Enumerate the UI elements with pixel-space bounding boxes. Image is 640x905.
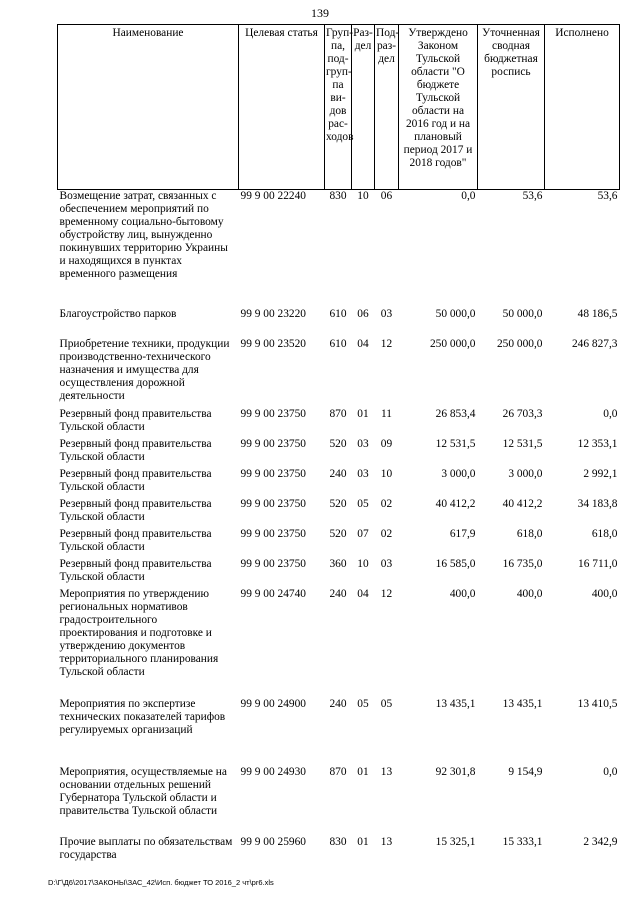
cell-expense-group: 610: [329, 337, 347, 350]
cell-name: Мероприятия, осуществляемые на основании отдельных решений Губернатора Тульской области и правительства Тульской области: [59, 765, 227, 817]
cell-section: 01: [357, 835, 369, 848]
cell-section: 01: [357, 407, 369, 420]
cell-approved: 15 325,1: [435, 835, 476, 848]
table-row: [58, 468, 620, 498]
header-expense-group: Груп-па, под-груп-па ви-дов рас-ходов: [325, 25, 352, 190]
table-row: [58, 498, 620, 528]
cell-executed: 400,0: [591, 587, 618, 600]
cell-expense-group: 870: [329, 765, 347, 778]
table-row: [58, 438, 620, 468]
cell-name: Резервный фонд правительства Тульской области: [59, 557, 212, 583]
cell-name: Резервный фонд правительства Тульской области: [59, 437, 212, 463]
cell-refined: 16 735,0: [502, 557, 543, 570]
table-row: [58, 766, 620, 836]
cell-executed: 246 827,3: [571, 337, 618, 350]
cell-expense-group: 520: [329, 437, 347, 450]
cell-expense-group: 870: [329, 407, 347, 420]
header-section: Раз-дел: [352, 25, 375, 190]
cell-subsection: 11: [381, 407, 392, 420]
cell-section: 03: [357, 437, 369, 450]
cell-expense-group: 520: [329, 527, 347, 540]
table-row: [58, 698, 620, 766]
cell-target-article: 99 9 00 23750: [240, 437, 306, 450]
cell-executed: 0,0: [603, 765, 618, 778]
cell-name: Резервный фонд правительства Тульской области: [59, 497, 212, 523]
cell-executed: 618,0: [591, 527, 618, 540]
table-row: [58, 190, 620, 308]
cell-approved: 12 531,5: [435, 437, 476, 450]
cell-target-article: 99 9 00 23520: [240, 337, 306, 350]
cell-section: 04: [357, 587, 369, 600]
budget-table: [57, 24, 620, 870]
cell-subsection: 02: [380, 497, 393, 510]
page-number: 139: [311, 6, 329, 20]
cell-section: 10: [357, 190, 369, 202]
cell-subsection: 13: [380, 765, 393, 778]
cell-executed: 53,6: [597, 190, 618, 202]
table-row: [58, 836, 620, 870]
cell-refined: 3 000,0: [508, 467, 543, 480]
cell-approved: 617,9: [449, 527, 476, 540]
table-row: [58, 588, 620, 698]
cell-name: Резервный фонд правительства Тульской области: [59, 467, 212, 493]
cell-executed: 2 342,9: [583, 835, 618, 848]
cell-name: Мероприятия по утверждению региональных нормативов градостроительного проектирования и подготовке и утверждению документов территориального планирования Тульской области: [59, 587, 219, 678]
cell-name: Резервный фонд правительства Тульской области: [59, 527, 212, 553]
cell-approved: 92 301,8: [435, 765, 476, 778]
cell-approved: 40 412,2: [435, 497, 476, 510]
cell-expense-group: 240: [329, 697, 347, 710]
cell-executed: 48 186,5: [577, 307, 618, 320]
cell-approved: 16 585,0: [435, 557, 476, 570]
cell-target-article: 99 9 00 23750: [240, 467, 306, 480]
cell-subsection: 13: [380, 835, 393, 848]
cell-target-article: 99 9 00 25960: [240, 835, 306, 848]
cell-target-article: 99 9 00 23220: [240, 307, 306, 320]
cell-section: 03: [357, 467, 369, 480]
cell-refined: 50 000,0: [502, 307, 543, 320]
cell-subsection: 12: [380, 587, 393, 600]
cell-target-article: 99 9 00 23750: [240, 407, 306, 420]
cell-section: 07: [357, 527, 369, 540]
header-refined: Уточненная сводная бюджетная роспись: [478, 25, 545, 190]
cell-approved: 0,0: [461, 190, 476, 202]
header-target-article: Целевая статья: [239, 25, 325, 190]
cell-name: Благоустройство парков: [59, 307, 177, 320]
cell-refined: 9 154,9: [508, 765, 543, 778]
file-path-footer: D:\Г\Д6\2017\ЗАКОНЫ\ЗАС_42\Исп. бюджет ТО 2016_2 чт\pr6.xls: [48, 878, 274, 887]
cell-section: 10: [357, 557, 369, 570]
cell-subsection: 09: [380, 437, 393, 450]
cell-executed: 12 353,1: [577, 437, 618, 450]
cell-refined: 26 703,3: [502, 407, 543, 420]
cell-refined: 53,6: [522, 190, 543, 202]
cell-target-article: 99 9 00 23750: [240, 497, 306, 510]
table-row: [58, 308, 620, 338]
cell-subsection: 03: [380, 307, 393, 320]
cell-target-article: 99 9 00 23750: [240, 557, 306, 570]
cell-name: Мероприятия по экспертизе технических показателей тарифов регулируемых организаций: [59, 697, 226, 736]
cell-target-article: 99 9 00 24930: [240, 765, 306, 778]
cell-expense-group: 610: [329, 307, 347, 320]
cell-refined: 13 435,1: [502, 697, 543, 710]
cell-executed: 16 711,0: [578, 557, 618, 570]
table-row: [58, 528, 620, 558]
cell-section: 01: [357, 765, 369, 778]
cell-name: Возмещение затрат, связанных с обеспечением мероприятий по временному социально-бытовому обустройству лиц, вынужденно покинувших территорию Украины и находящихся в пунктах временного размещения: [59, 190, 228, 280]
cell-executed: 13 410,5: [577, 697, 618, 710]
cell-section: 05: [357, 697, 369, 710]
cell-executed: 0,0: [603, 407, 618, 420]
cell-refined: 40 412,2: [502, 497, 543, 510]
cell-approved: 13 435,1: [435, 697, 476, 710]
cell-section: 04: [357, 337, 369, 350]
cell-executed: 34 183,8: [577, 497, 618, 510]
cell-section: 06: [357, 307, 369, 320]
cell-expense-group: 830: [329, 835, 347, 848]
table-row: [58, 408, 620, 438]
header-executed: Исполнено: [545, 25, 620, 190]
cell-name: Приобретение техники, продукции производственно-технического назначения и имущества для осуществления дорожной деятельности: [59, 337, 230, 402]
cell-subsection: 10: [380, 467, 393, 480]
cell-target-article: 99 9 00 24740: [240, 587, 306, 600]
cell-subsection: 05: [380, 697, 393, 710]
cell-subsection: 03: [380, 557, 393, 570]
cell-expense-group: 240: [329, 587, 347, 600]
cell-subsection: 12: [380, 337, 393, 350]
cell-approved: 250 000,0: [429, 337, 476, 350]
cell-expense-group: 520: [329, 497, 347, 510]
cell-expense-group: 360: [329, 557, 347, 570]
cell-subsection: 02: [380, 527, 393, 540]
cell-target-article: 99 9 00 23750: [240, 527, 306, 540]
cell-name: Прочие выплаты по обязательствам государства: [59, 835, 233, 861]
cell-approved: 26 853,4: [435, 407, 476, 420]
table-header-row: [58, 25, 620, 190]
cell-refined: 15 333,1: [502, 835, 543, 848]
cell-subsection: 06: [380, 190, 393, 202]
cell-approved: 50 000,0: [435, 307, 476, 320]
cell-executed: 2 992,1: [583, 467, 618, 480]
header-subsection: Под-раз-дел: [375, 25, 399, 190]
cell-section: 05: [357, 497, 369, 510]
cell-refined: 618,0: [516, 527, 543, 540]
cell-name: Резервный фонд правительства Тульской области: [59, 407, 212, 433]
cell-refined: 250 000,0: [496, 337, 543, 350]
cell-expense-group: 240: [329, 467, 347, 480]
table-row: [58, 338, 620, 408]
table-row: [58, 558, 620, 588]
header-name: Наименование: [58, 25, 239, 190]
header-approved: Утверждено Законом Тульской области "О бюджете Тульской области на 2016 год и на плановый период 2017 и 2018 годов": [399, 25, 478, 190]
cell-refined: 12 531,5: [502, 437, 543, 450]
cell-target-article: 99 9 00 24900: [240, 697, 306, 710]
cell-expense-group: 830: [329, 190, 347, 202]
cell-approved: 400,0: [449, 587, 476, 600]
cell-approved: 3 000,0: [441, 467, 476, 480]
cell-target-article: 99 9 00 22240: [240, 190, 306, 202]
cell-refined: 400,0: [516, 587, 543, 600]
